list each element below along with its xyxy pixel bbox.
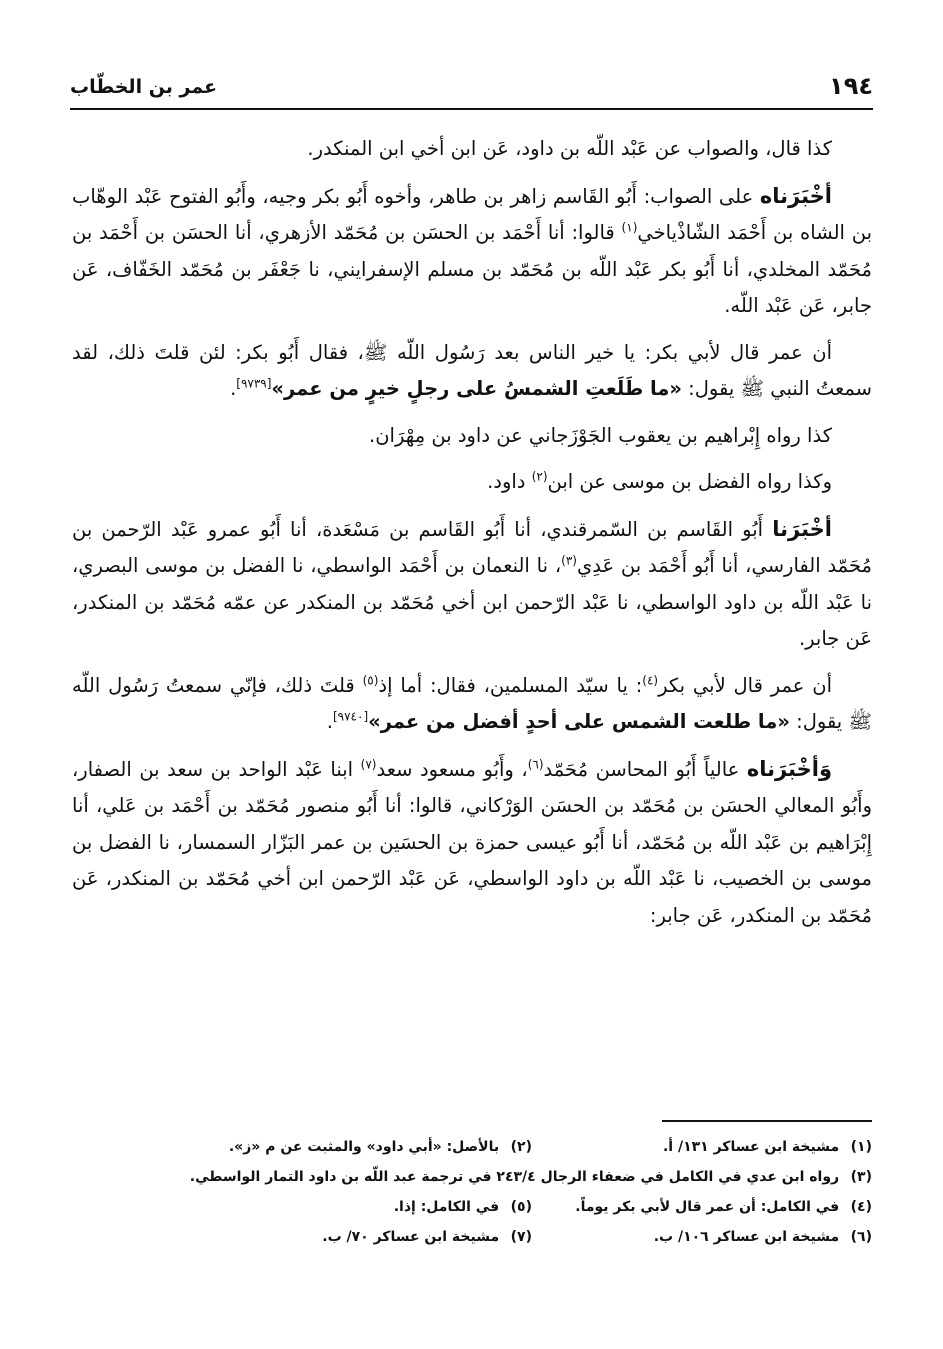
footnote-text: رواه ابن عدي في الكامل في ضعفاء الرجال ٢٤٣/٤ في ترجمة عبد اللّه بن داود التمار الواسطي. [189,1169,840,1185]
footnote-text: في الكامل: إذا. [393,1199,500,1215]
paragraph-text: كذا قال، والصواب عن عَبْد اللّه بن داود، عَن ابن أخي ابن المنكدر. [307,137,832,160]
paragraph-text: عالياً أَبُو المحاسن مُحَمّد [543,757,747,781]
footnote-number: (٢) [510,1139,532,1155]
footnote-marker-2[interactable]: (٢) [531,469,548,484]
keyword-wa-akhbarana: وَأخْبَرَناه [746,756,833,781]
paragraph-5 [72,464,872,501]
footnote-marker-5[interactable]: (٥) [362,673,379,687]
footnote-3 [72,1162,872,1192]
hadith-text: «ما طَلَعتِ الشمسُ على رجلٍ خيرٍ من عمر» [271,377,682,400]
paragraph-text: كذا رواه إِبْراهيم بن يعقوب الجَوْزَجاني عن داود بن مِهْرَان. [369,423,832,447]
paragraph-8 [72,751,872,935]
paragraph-text: ابنا عَبْد الواحد بن سعد بن الصفار، وأَبُو المعالي الحسَن بن مُحَمّد بن الحسَن الوَرْكاني، قالوا: أنا أَبُو منصور مُحَمّد بن أَحْمَد بن عَلي، أنا إِبْرَاهيم بن عَبْد اللّه بن مُحَمّد، أنا أَبُو عيسى حمزة بن الحسَين بن عمر البَزّار السمسار، نا الفضل بن موسى بن الخصيب، نا عَبْد اللّه بن داود الواسطي، عَن عَبْد الرّحمن ابن أخي مُحَمّد بن المنكدر، عَن مُحَمّد بن المنكدر، عَن جابر: [72,757,872,927]
footnote-text: مشيخة ابن عساكر ٧٠/ ب. [322,1229,500,1245]
footnote-marker-1[interactable]: (١) [621,220,638,235]
footnote-row [72,1192,872,1222]
footnotes-section [72,1120,872,1252]
paragraph-4 [72,418,872,455]
paragraph-text: : يا سيّد المسلمين، فقال: أما إذ [378,673,643,697]
footnote-marker-3[interactable]: (٣) [561,553,577,568]
footnote-marker-6[interactable]: (٦) [527,757,544,771]
footnote-marker-7[interactable]: (٧) [360,757,377,771]
footnote-number: (٥) [510,1199,532,1215]
paragraph-7 [72,668,872,741]
paragraph-text: . [326,710,333,733]
paragraph-1 [72,131,872,168]
paragraph-text: أن عمر قال لأبي بكر [658,673,832,697]
hadith-text: «ما طلعت الشمس على أحدٍ أفضل من عمر» [368,710,790,733]
footnote-row [72,1162,872,1192]
footnote-text: مشيخة ابن عساكر ١٠٦/ ب. [653,1229,840,1245]
footnote-2 [229,1132,532,1162]
running-title: عمر بن الخطّاب [70,76,218,98]
footnote-number: (٣) [850,1169,872,1185]
footnote-marker-4[interactable]: (٤) [642,673,659,687]
footnote-6 [532,1222,872,1252]
main-text [72,131,872,944]
page-header [70,72,873,110]
footnote-divider [662,1120,872,1122]
paragraph-text: داود. [487,470,532,493]
paragraph-text: ، نا النعمان بن أَحْمَد الواسطي، نا الفضل بن موسى البصري، نا عَبْد اللّه بن داود الواسطي، نا عَبْد الرّحمن ابن أخي مُحَمّد بن المنكدر عن عمّه مُحَمّد بن المنكدر، عَن جابر. [72,554,872,650]
paragraph-6 [72,511,872,658]
paragraph-text: وكذا رواه الفضل بن موسى عن ابن [547,470,832,493]
paragraph-text: أَبُو القَاسم بن السّمرقندي، أنا أَبُو القَاسم بن مَسْعَدة، أنا أَبُو عمرو عَبْد الرّحمن بن مُحَمّد الفارسي، أنا أَبُو أَحْمَد بن عَدِي [72,517,872,577]
footnote-text: بالأصل: «أبي داود» والمثبت عن م «ز». [228,1139,500,1155]
paragraph-text: على الصواب: أَبُو القَاسم زاهر بن طاهر، وأخوه أَبُو بكر وجيه، وأَبُو الفتوح عَبْد الوهّاب بن الشاه بن أَحْمَد الشّاذْياخي [72,184,872,244]
footnote-7 [322,1222,532,1252]
footnote-4 [532,1192,872,1222]
paragraph-2 [72,178,872,325]
footnote-1 [532,1132,872,1162]
footnote-number: (١) [850,1139,872,1155]
page-number: ١٩٤ [829,72,873,100]
footnote-5 [394,1192,532,1222]
paragraph-text: . [230,377,237,400]
paragraph-text: أن عمر قال لأبي بكر: يا خير الناس بعد رَسُول اللّه ﷺ، فقال أَبُو بكر: لئن قلتَ ذلك، لقد سمعتُ النبي ﷺ يقول: [72,340,872,400]
paragraph-text: ، وأَبُو مسعود سعد [376,757,528,781]
footnote-number: (٤) [850,1199,872,1215]
footnote-text: في الكامل: أن عمر قال لأبي بكر يوماً. [575,1199,840,1215]
hadith-reference: [٩٧٣٩] [236,376,272,391]
keyword-akhbarana: أخْبَرَنا [772,516,832,541]
footnote-row [72,1132,872,1162]
paragraph-text: قالوا: أنا أَحْمَد بن الحسَن بن مُحَمّد الأزهري، أنا الحسَن بن أَحْمَد بن مُحَمّد المخلدي، أنا أَبُو بكر عَبْد اللّه بن مُحَمّد بن مسلم الإسفرايني، نا جَعْفَر بن مُحَمّد الخَفّاف، عَن جابر، عَن عَبْد اللّه. [72,221,872,317]
keyword-akhbarana: أخْبَرَناه [759,183,832,208]
paragraph-text: قلتَ ذلك، فإنّي سمعتُ رَسُول اللّه ﷺ يقول: [72,673,872,733]
footnote-row [72,1222,872,1252]
paragraph-3 [72,335,872,408]
hadith-reference: [٩٧٤٠] [332,709,369,724]
footnote-text: مشيخة ابن عساكر ١٣١/ أ. [662,1139,840,1155]
footnote-number: (٦) [850,1229,872,1245]
footnote-number: (٧) [510,1229,532,1245]
